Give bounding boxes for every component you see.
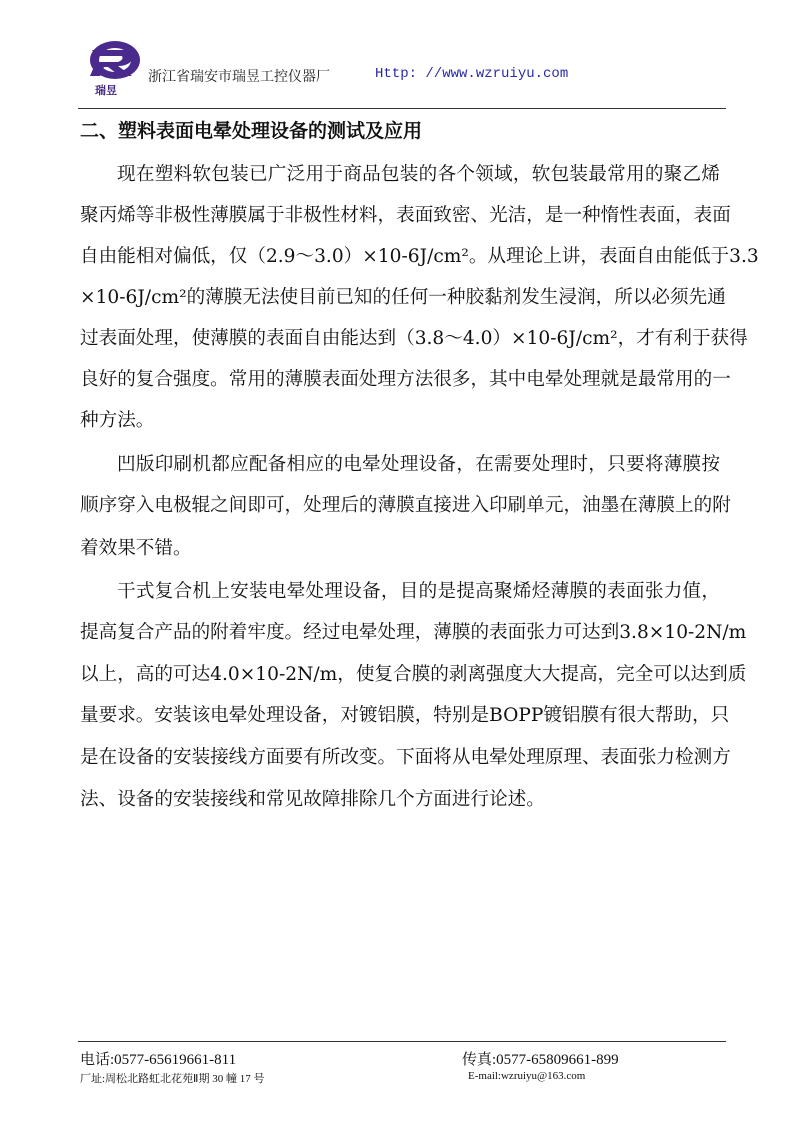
paragraph-line: 着效果不错。 — [80, 538, 192, 559]
paragraph-line: 法、设备的安装接线和常见故障排除几个方面进行论述。 — [80, 789, 545, 810]
paragraph-line: 良好的复合强度。常用的薄膜表面处理方法很多，其中电晕处理就是最常用的一 — [80, 369, 731, 390]
website-url[interactable]: Http: //www.wzruiyu.com — [375, 66, 569, 82]
paragraph-line: 量要求。安装该电晕处理设备，对镀铝膜，特别是BOPP镀铝膜有很大帮助，只 — [80, 705, 730, 726]
footer-phone: 电话:0577-65619661-811 — [80, 1052, 237, 1068]
paragraph-line: 凹版印刷机都应配备相应的电晕处理设备，在需要处理时，只要将薄膜按 — [117, 454, 720, 475]
logo-text: 瑞昱 — [95, 84, 117, 97]
paragraph-line: 过表面处理，使薄膜的表面自由能达到（3.8～4.0）×10-6J/cm²，才有利于获得 — [80, 328, 748, 349]
footer-email: E-mail:wzruiyu@163.com — [468, 1070, 586, 1082]
paragraph-line: 顺序穿入电极辊之间即可，处理后的薄膜直接进入印刷单元，油墨在薄膜上的附 — [80, 495, 731, 516]
paragraph-line: 自由能相对偏低，仅（2.9～3.0）×10-6J/cm²。从理论上讲，表面自由能低于3.3 — [80, 246, 759, 267]
paragraph-line: 干式复合机上安装电晕处理设备，目的是提高聚烯烃薄膜的表面张力值， — [117, 581, 720, 602]
paragraph-line: 是在设备的安装接线方面要有所改变。下面将从电晕处理原理、表面张力检测方 — [80, 747, 731, 768]
footer-divider — [78, 1041, 726, 1042]
footer-address: 厂址:周松北路虹北花苑Ⅱ期 30 幢 17 号 — [80, 1073, 265, 1085]
paragraph-line: 以上，高的可达4.0×10-2N/m，使复合膜的剥离强度大大提高，完全可以达到质 — [80, 664, 747, 685]
section-title: 二、塑料表面电晕处理设备的测试及应用 — [80, 120, 423, 142]
company-name: 浙江省瑞安市瑞昱工控仪器厂 — [148, 69, 330, 85]
paragraph-line: 聚丙烯等非极性薄膜属于非极性材料，表面致密、光洁，是一种惰性表面，表面 — [80, 205, 731, 226]
paragraph-line: ×10-6J/cm²的薄膜无法使目前已知的任何一种胶黏剂发生浸润，所以必须先通 — [80, 287, 726, 308]
paragraph-line: 种方法。 — [80, 410, 155, 431]
header-divider — [78, 108, 726, 109]
paragraph-line: 提高复合产品的附着牢度。经过电晕处理，薄膜的表面张力可达到3.8×10-2N/m — [80, 622, 747, 643]
footer-fax: 传真:0577-65809661-899 — [462, 1052, 619, 1068]
paragraph-line: 现在塑料软包装已广泛用于商品包装的各个领域，软包装最常用的聚乙烯 — [117, 164, 720, 185]
